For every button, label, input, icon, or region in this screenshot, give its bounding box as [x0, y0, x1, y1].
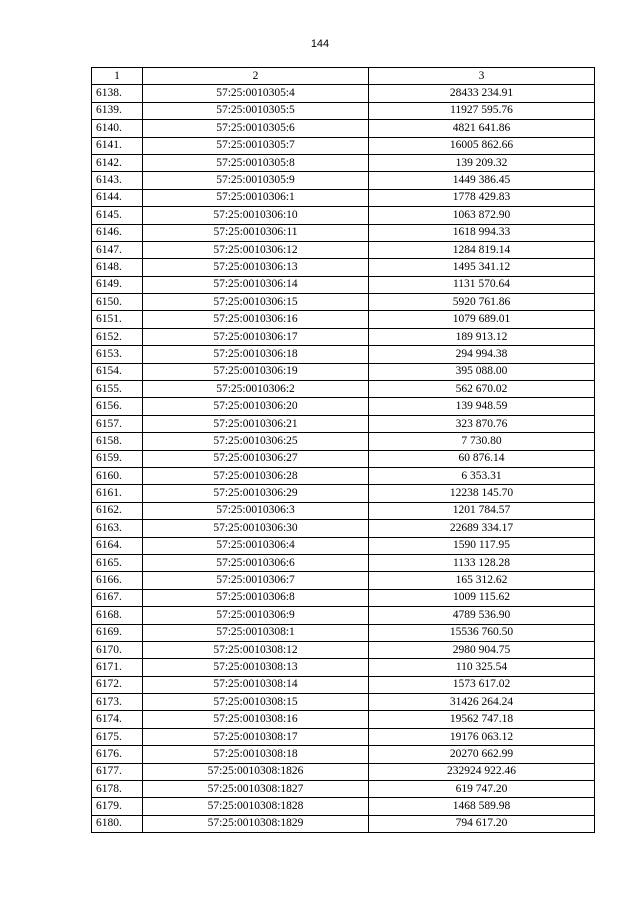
row-number-cell: 6168.: [92, 607, 143, 624]
cadastral-number-cell: 57:25:0010305:4: [143, 85, 369, 102]
table-header-row: [92, 68, 595, 85]
table-row: [92, 415, 595, 432]
cadastral-value-cell: 7 730.80: [369, 433, 595, 450]
table-row: [92, 207, 595, 224]
row-number-cell: 6180.: [92, 815, 143, 832]
row-number-cell: 6147.: [92, 241, 143, 258]
cadastral-number-cell: 57:25:0010308:14: [143, 676, 369, 693]
cadastral-number-cell: 57:25:0010305:5: [143, 102, 369, 119]
cadastral-number-cell: 57:25:0010306:3: [143, 502, 369, 519]
table-row: [92, 815, 595, 832]
table-row: [92, 589, 595, 606]
table-row: [92, 641, 595, 658]
table-row: [92, 763, 595, 780]
cadastral-number-cell: 57:25:0010308:1829: [143, 815, 369, 832]
cadastral-value-cell: 189 913.12: [369, 328, 595, 345]
cadastral-value-table: [91, 67, 595, 833]
cadastral-value-cell: 139 209.32: [369, 154, 595, 171]
row-number-cell: 6150.: [92, 294, 143, 311]
row-number-cell: 6148.: [92, 259, 143, 276]
cadastral-number-cell: 57:25:0010308:1826: [143, 763, 369, 780]
cadastral-value-cell: 232924 922.46: [369, 763, 595, 780]
cadastral-value-cell: 60 876.14: [369, 450, 595, 467]
cadastral-value-cell: 20270 662.99: [369, 746, 595, 763]
cadastral-value-cell: 1063 872.90: [369, 207, 595, 224]
row-number-cell: 6153.: [92, 346, 143, 363]
cadastral-number-cell: 57:25:0010306:25: [143, 433, 369, 450]
table-row: [92, 781, 595, 798]
cadastral-value-cell: 110 325.54: [369, 659, 595, 676]
table-row: [92, 328, 595, 345]
table-row: [92, 676, 595, 693]
row-number-cell: 6162.: [92, 502, 143, 519]
table-row: [92, 467, 595, 484]
cadastral-value-cell: 22689 334.17: [369, 520, 595, 537]
row-number-cell: 6139.: [92, 102, 143, 119]
cadastral-value-cell: 619 747.20: [369, 781, 595, 798]
cadastral-value-cell: 1618 994.33: [369, 224, 595, 241]
table-row: [92, 485, 595, 502]
cadastral-number-cell: 57:25:0010306:19: [143, 363, 369, 380]
cadastral-number-cell: 57:25:0010306:2: [143, 381, 369, 398]
row-number-cell: 6160.: [92, 467, 143, 484]
cadastral-value-cell: 19562 747.18: [369, 711, 595, 728]
table-row: [92, 276, 595, 293]
table-row: [92, 311, 595, 328]
row-number-cell: 6149.: [92, 276, 143, 293]
table-row: [92, 189, 595, 206]
cadastral-value-cell: 15536 760.50: [369, 624, 595, 641]
cadastral-number-cell: 57:25:0010306:10: [143, 207, 369, 224]
cadastral-number-cell: 57:25:0010306:15: [143, 294, 369, 311]
table-row: [92, 346, 595, 363]
cadastral-value-cell: 139 948.59: [369, 398, 595, 415]
cadastral-value-cell: 1573 617.02: [369, 676, 595, 693]
column-header-cadastral-number: 2: [143, 68, 369, 85]
table-body: [92, 85, 595, 833]
row-number-cell: 6178.: [92, 781, 143, 798]
row-number-cell: 6164.: [92, 537, 143, 554]
table-row: [92, 172, 595, 189]
table-row: [92, 154, 595, 171]
table-row: [92, 241, 595, 258]
table-row: [92, 728, 595, 745]
cadastral-number-cell: 57:25:0010306:21: [143, 415, 369, 432]
row-number-cell: 6158.: [92, 433, 143, 450]
cadastral-number-cell: 57:25:0010305:9: [143, 172, 369, 189]
cadastral-number-cell: 57:25:0010306:7: [143, 572, 369, 589]
table-row: [92, 102, 595, 119]
table-row: [92, 502, 595, 519]
cadastral-value-cell: 1590 117.95: [369, 537, 595, 554]
row-number-cell: 6146.: [92, 224, 143, 241]
table-row: [92, 259, 595, 276]
row-number-cell: 6161.: [92, 485, 143, 502]
cadastral-value-cell: 16005 862.66: [369, 137, 595, 154]
cadastral-value-cell: 1778 429.83: [369, 189, 595, 206]
column-header-number: 1: [92, 68, 143, 85]
row-number-cell: 6171.: [92, 659, 143, 676]
cadastral-number-cell: 57:25:0010306:4: [143, 537, 369, 554]
cadastral-number-cell: 57:25:0010308:1828: [143, 798, 369, 815]
table-row: [92, 607, 595, 624]
row-number-cell: 6145.: [92, 207, 143, 224]
row-number-cell: 6144.: [92, 189, 143, 206]
cadastral-number-cell: 57:25:0010306:30: [143, 520, 369, 537]
cadastral-number-cell: 57:25:0010305:6: [143, 120, 369, 137]
row-number-cell: 6141.: [92, 137, 143, 154]
cadastral-number-cell: 57:25:0010305:8: [143, 154, 369, 171]
cadastral-number-cell: 57:25:0010306:27: [143, 450, 369, 467]
cadastral-number-cell: 57:25:0010306:16: [143, 311, 369, 328]
cadastral-number-cell: 57:25:0010306:18: [143, 346, 369, 363]
cadastral-number-cell: 57:25:0010306:20: [143, 398, 369, 415]
cadastral-value-cell: 2980 904.75: [369, 641, 595, 658]
column-header-cadastral-value: 3: [369, 68, 595, 85]
table-row: [92, 520, 595, 537]
row-number-cell: 6143.: [92, 172, 143, 189]
cadastral-value-cell: 1495 341.12: [369, 259, 595, 276]
cadastral-value-cell: 794 617.20: [369, 815, 595, 832]
cadastral-number-cell: 57:25:0010306:9: [143, 607, 369, 624]
cadastral-number-cell: 57:25:0010306:14: [143, 276, 369, 293]
row-number-cell: 6165.: [92, 554, 143, 571]
cadastral-value-cell: 5920 761.86: [369, 294, 595, 311]
cadastral-number-cell: 57:25:0010308:16: [143, 711, 369, 728]
row-number-cell: 6140.: [92, 120, 143, 137]
cadastral-value-cell: 294 994.38: [369, 346, 595, 363]
row-number-cell: 6175.: [92, 728, 143, 745]
cadastral-value-cell: 1131 570.64: [369, 276, 595, 293]
cadastral-number-cell: 57:25:0010306:13: [143, 259, 369, 276]
cadastral-number-cell: 57:25:0010308:18: [143, 746, 369, 763]
row-number-cell: 6173.: [92, 694, 143, 711]
table-row: [92, 224, 595, 241]
cadastral-number-cell: 57:25:0010308:15: [143, 694, 369, 711]
table-row: [92, 450, 595, 467]
row-number-cell: 6176.: [92, 746, 143, 763]
cadastral-number-cell: 57:25:0010306:29: [143, 485, 369, 502]
table-row: [92, 554, 595, 571]
row-number-cell: 6166.: [92, 572, 143, 589]
table-row: [92, 659, 595, 676]
cadastral-value-cell: 4821 641.86: [369, 120, 595, 137]
table-row: [92, 433, 595, 450]
cadastral-number-cell: 57:25:0010308:1: [143, 624, 369, 641]
cadastral-value-cell: 19176 063.12: [369, 728, 595, 745]
cadastral-value-cell: 6 353.31: [369, 467, 595, 484]
table-row: [92, 381, 595, 398]
cadastral-value-cell: 28433 234.91: [369, 85, 595, 102]
cadastral-value-cell: 4789 536.90: [369, 607, 595, 624]
cadastral-number-cell: 57:25:0010308:17: [143, 728, 369, 745]
table-row: [92, 137, 595, 154]
table-row: [92, 294, 595, 311]
cadastral-value-cell: 1133 128.28: [369, 554, 595, 571]
row-number-cell: 6170.: [92, 641, 143, 658]
row-number-cell: 6163.: [92, 520, 143, 537]
cadastral-value-cell: 562 670.02: [369, 381, 595, 398]
cadastral-value-cell: 12238 145.70: [369, 485, 595, 502]
row-number-cell: 6172.: [92, 676, 143, 693]
cadastral-number-cell: 57:25:0010306:17: [143, 328, 369, 345]
row-number-cell: 6174.: [92, 711, 143, 728]
table-row: [92, 120, 595, 137]
cadastral-number-cell: 57:25:0010306:8: [143, 589, 369, 606]
row-number-cell: 6138.: [92, 85, 143, 102]
row-number-cell: 6167.: [92, 589, 143, 606]
table-row: [92, 363, 595, 380]
table-row: [92, 85, 595, 102]
cadastral-number-cell: 57:25:0010308:1827: [143, 781, 369, 798]
table-row: [92, 398, 595, 415]
table-row: [92, 694, 595, 711]
row-number-cell: 6154.: [92, 363, 143, 380]
cadastral-number-cell: 57:25:0010306:6: [143, 554, 369, 571]
row-number-cell: 6177.: [92, 763, 143, 780]
cadastral-value-cell: 1009 115.62: [369, 589, 595, 606]
cadastral-value-cell: 1449 386.45: [369, 172, 595, 189]
row-number-cell: 6169.: [92, 624, 143, 641]
cadastral-value-cell: 1079 689.01: [369, 311, 595, 328]
cadastral-number-cell: 57:25:0010305:7: [143, 137, 369, 154]
cadastral-value-cell: 1201 784.57: [369, 502, 595, 519]
row-number-cell: 6152.: [92, 328, 143, 345]
cadastral-value-cell: 165 312.62: [369, 572, 595, 589]
table-row: [92, 572, 595, 589]
table-row: [92, 798, 595, 815]
row-number-cell: 6179.: [92, 798, 143, 815]
cadastral-value-cell: 395 088.00: [369, 363, 595, 380]
cadastral-value-cell: 1284 819.14: [369, 241, 595, 258]
cadastral-number-cell: 57:25:0010306:11: [143, 224, 369, 241]
cadastral-number-cell: 57:25:0010308:12: [143, 641, 369, 658]
row-number-cell: 6159.: [92, 450, 143, 467]
table-row: [92, 746, 595, 763]
cadastral-value-cell: 1468 589.98: [369, 798, 595, 815]
table-row: [92, 711, 595, 728]
row-number-cell: 6156.: [92, 398, 143, 415]
table-row: [92, 537, 595, 554]
cadastral-number-cell: 57:25:0010306:28: [143, 467, 369, 484]
page-number: 144: [310, 38, 330, 50]
table-row: [92, 624, 595, 641]
row-number-cell: 6155.: [92, 381, 143, 398]
cadastral-number-cell: 57:25:0010306:1: [143, 189, 369, 206]
cadastral-value-cell: 11927 595.76: [369, 102, 595, 119]
row-number-cell: 6157.: [92, 415, 143, 432]
cadastral-value-cell: 323 870.76: [369, 415, 595, 432]
cadastral-value-cell: 31426 264.24: [369, 694, 595, 711]
row-number-cell: 6151.: [92, 311, 143, 328]
cadastral-number-cell: 57:25:0010306:12: [143, 241, 369, 258]
cadastral-number-cell: 57:25:0010308:13: [143, 659, 369, 676]
row-number-cell: 6142.: [92, 154, 143, 171]
